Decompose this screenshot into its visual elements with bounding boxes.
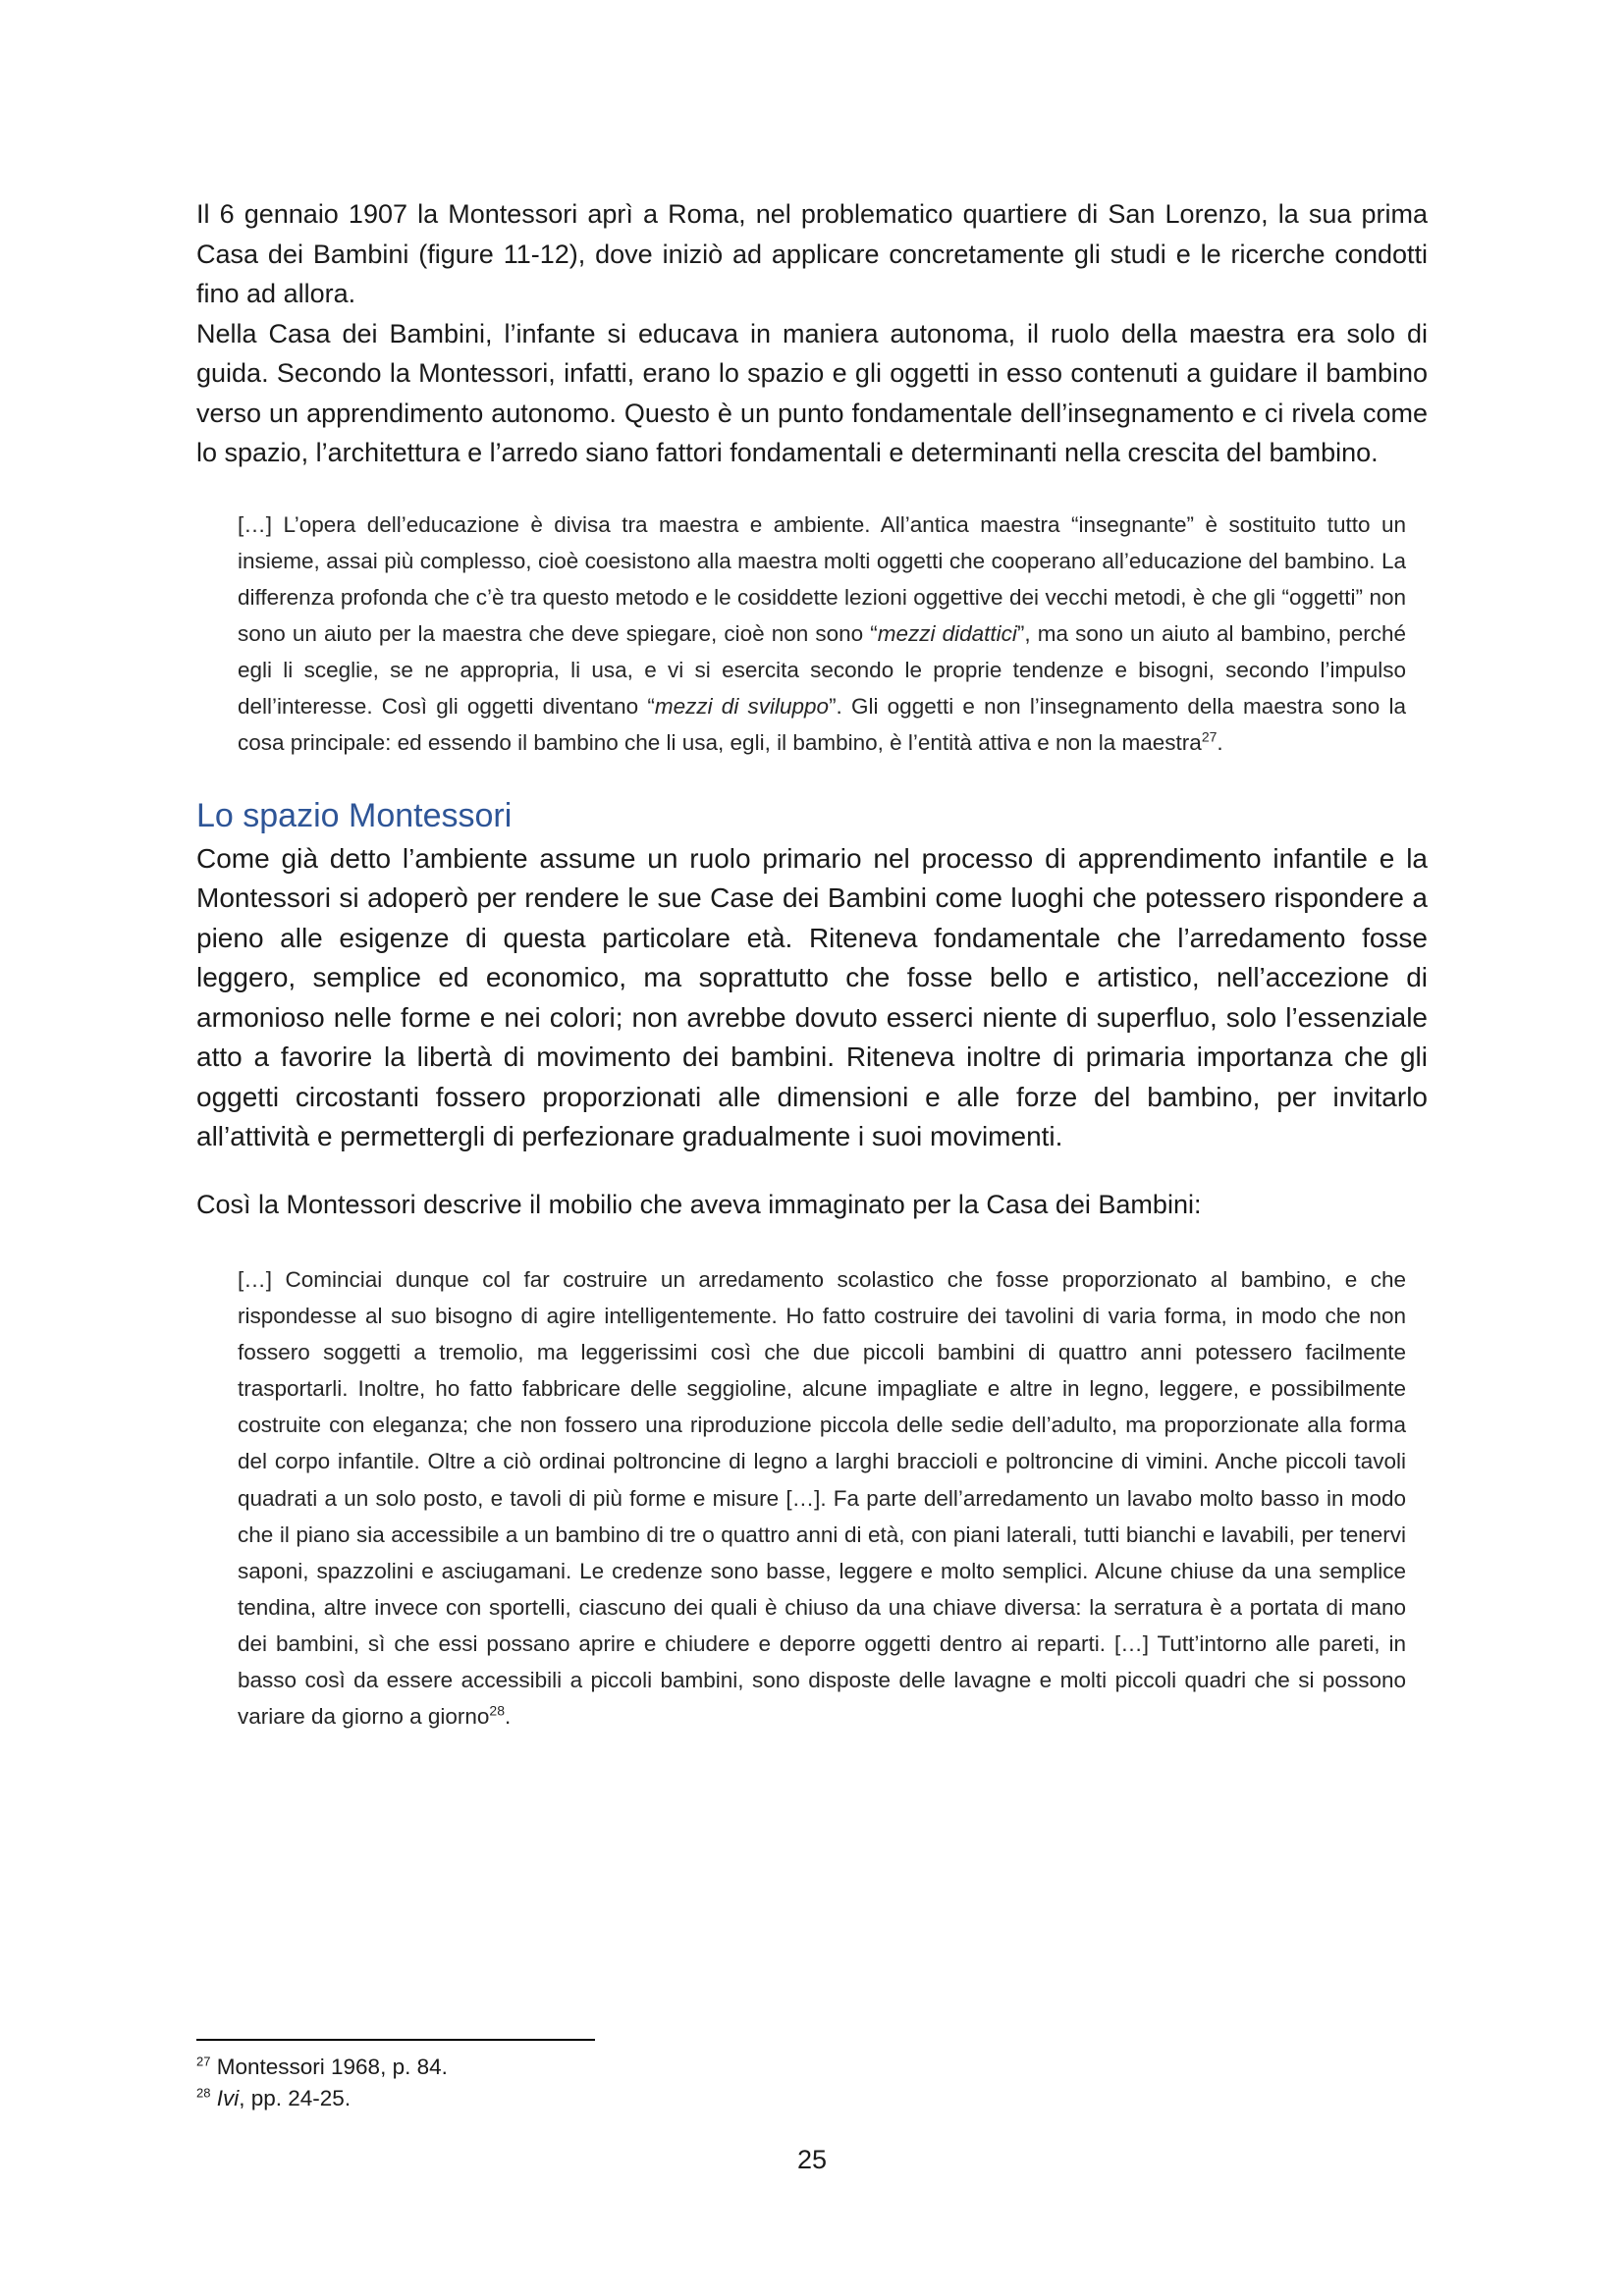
quote1-text: […] L’opera dell’educazione è divisa tra maestra e ambiente. All’antica maestra “insegnante” è sostituito tutto un insieme, assai più complesso, cioè coesistono alla maestra molti oggetti che cooperano all’educazione del bambino. La differenza profonda che c’è tra questo metodo e le cosiddette lezioni oggettive dei vecchi metodi, è che gli “oggetti” non sono un aiuto per la maestra che deve spiegare, cioè non sono “ bbox=[238, 511, 1406, 646]
quote1-end: . bbox=[1217, 729, 1223, 755]
intro-paragraph: Il 6 gennaio 1907 la Montessori aprì a Roma, nel problematico quartiere di San Lorenzo, la sua prima Casa dei Bambini (figure 11-12), dove iniziò ad applicare concretamente gli studi e le ricerche condotti fino ad allora. bbox=[196, 199, 1428, 308]
page-body bbox=[196, 194, 1428, 1735]
footnote-number: 28 bbox=[196, 2085, 211, 2101]
footnote-number: 27 bbox=[196, 2054, 211, 2069]
footnote-text: Montessori 1968, p. 84. bbox=[210, 2055, 448, 2079]
block-quote-1 bbox=[238, 507, 1406, 761]
section-heading: Lo spazio Montessori bbox=[196, 796, 513, 834]
quote1-text-2: ”, ma sono un aiuto al bambino, perché egli li sceglie, se ne appropria, li usa, e vi si esercita secondo le proprie tendenze e bisogni, secondo l’impulso dell’interesse. Così gli oggetti diventano “ bbox=[238, 620, 1407, 719]
quote2-end: . bbox=[505, 1704, 512, 1730]
footnote-28 bbox=[196, 2083, 448, 2114]
quote1-italic-2: mezzi di sviluppo bbox=[654, 693, 830, 719]
footnote-separator bbox=[196, 2039, 595, 2041]
quote2-text: […] Cominciai dunque col far costruire un arredamento scolastico che fosse proporzionato al bambino, e che rispondesse al suo bisogno di agire intelligentemente. Ho fatto costruire dei tavolini di varia forma, in modo che non fossero soggetti a tremolio, ma leggerissimi così che due piccoli bambini di quattro anni potessero facilmente trasportarli. Inoltre, ho fatto fabbricare delle seggioline, alcune impagliate e altre in legno, leggere, e possibilmente costruite con eleganza; che non fossero una riproduzione piccola delle sedie dell’adulto, ma proporzionate alla forma del corpo infantile. Oltre a ciò ordinai poltroncine di legno a larghi braccioli e poltroncine di vimini. Anche piccoli tavoli quadrati a un solo posto, e tavoli di più forme e misure […]. Fa parte dell’arredamento un lavabo molto basso in modo che il piano sia accessibile a un bambino di tre o quattro anni di età, con piani laterali, tutti bianchi e lavabili, per tenervi saponi, spazzolini e asciugamani. Le credenze sono basse, leggere e molto semplici. Alcune chiuse da una semplice tendina, altre invece con sportelli, ciascuno dei quali è chiuso da una chiave diversa: la serratura è a portata di mano dei bambini, sì che essi possano aprire e chiudere e deporre oggetti dentro ai reparti. […] Tutt’intorno alle pareti, in basso così da essere accessibili a piccoli bambini, sono disposte delle lavagne e molti piccoli quadri che si possono variare da giorno a giorno bbox=[238, 1267, 1406, 1730]
casa-paragraph: Nella Casa dei Bambini, l’infante si educava in maniera autonoma, il ruolo della maestra era solo di guida. Secondo la Montessori, infatti, erano lo spazio e gli oggetti in esso contenuti a guidare il bambino verso un apprendimento autonomo. Questo è un punto fondamentale dell’insegnamento e ci rivela come lo spazio, l’architettura e l’arredo siano fattori fondamentali e determinanti nella crescita del bambino. bbox=[196, 318, 1428, 467]
footnote-text: , pp. 24-25. bbox=[239, 2086, 352, 2110]
lead-sentence: Così la Montessori descrive il mobilio che aveva immaginato per la Casa dei Bambini: bbox=[196, 1189, 1202, 1219]
footnote-27 bbox=[196, 2052, 448, 2083]
footnote-ref-28[interactable]: 28 bbox=[489, 1702, 505, 1719]
block-quote-2 bbox=[238, 1261, 1406, 1735]
footnote-ref-27[interactable]: 27 bbox=[1201, 728, 1218, 744]
footnote-italic: Ivi bbox=[216, 2086, 240, 2110]
page-number: 25 bbox=[796, 2145, 828, 2174]
section-body: Come già detto l’ambiente assume un ruolo primario nel processo di apprendimento infantile e la Montessori si adoperò per rendere le sue Case dei Bambini come luoghi che potessero rispondere a pieno alle esigenze di questa particolare età. Riteneva fondamentale che l’arredamento fosse leggero, semplice ed economico, ma soprattutto che fosse bello e artistico, nell’accezione di armonioso nelle forme e nei colori; non avrebbe dovuto esserci niente di superfluo, solo l’essenziale atto a favorire la libertà di movimento dei bambini. Riteneva inoltre di primaria importanza che gli oggetti circostanti fossero proporzionati alle dimensioni e alle forze del bambino, per invitarlo all’attività e permettergli di perfezionare gradualmente i suoi movimenti. bbox=[196, 842, 1428, 1151]
quote1-text-3: ”. Gli oggetti e non l’insegnamento della maestra sono la cosa principale: ed essendo il bambino che li usa, egli, il bambino, è l’entità attiva e non la maestra bbox=[238, 693, 1406, 755]
quote1-italic-1: mezzi didattici bbox=[877, 620, 1017, 646]
footnotes bbox=[196, 2052, 448, 2114]
